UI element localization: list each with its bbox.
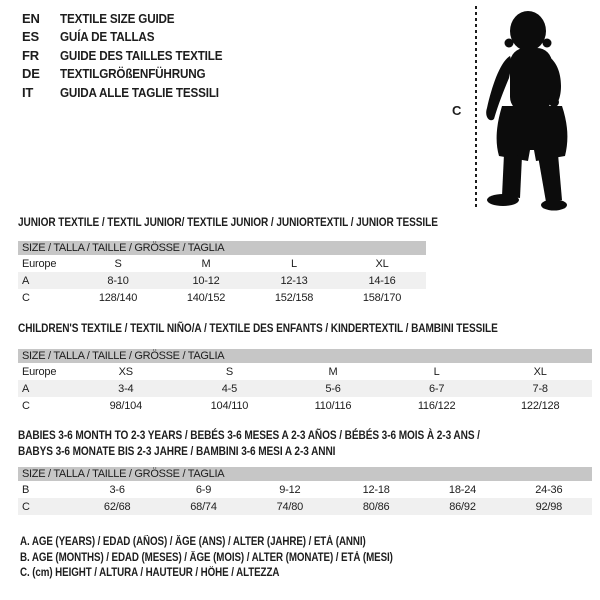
row-label: C — [22, 500, 30, 513]
language-row — [22, 47, 240, 65]
size-header-bar: SIZE / TALLA / TAILLE / GRÖSSE / TAGLIA — [18, 241, 426, 255]
cell: 24-36 — [535, 483, 563, 496]
babies-size-table — [18, 467, 592, 515]
row-label: C — [22, 291, 30, 304]
cell: 8-10 — [107, 274, 129, 287]
language-code: ES — [22, 29, 39, 45]
cell: 122/128 — [521, 399, 560, 412]
cell: 14-16 — [368, 274, 396, 287]
cell: L — [433, 365, 440, 378]
row-label: A — [22, 382, 30, 395]
cell: XL — [375, 257, 389, 270]
table-row — [18, 255, 426, 272]
cell: 18-24 — [448, 483, 477, 496]
cell: 140/152 — [186, 291, 226, 304]
language-title: GUIDE DES TAILLES TEXTILE — [60, 47, 223, 63]
babies-table-title — [18, 428, 480, 459]
row-label: B — [22, 483, 30, 496]
language-title: GUIDA ALLE TAGLIE TESSILI — [60, 84, 219, 100]
cell: 104/110 — [210, 399, 249, 412]
table-row — [18, 481, 592, 498]
cell: 12-18 — [362, 483, 390, 496]
cell: 6-9 — [195, 483, 212, 496]
children-size-table — [18, 349, 592, 414]
cell: 80/86 — [362, 500, 390, 513]
cell: 116/122 — [417, 399, 456, 412]
cell: 158/170 — [362, 291, 402, 304]
table-row — [18, 363, 592, 380]
cell: 3-6 — [109, 483, 125, 496]
table-row — [18, 272, 426, 289]
language-code: EN — [22, 11, 40, 26]
language-code: DE — [22, 66, 40, 82]
cell: 12-13 — [280, 274, 308, 287]
language-title: GUÍA DE TALLAS — [60, 29, 155, 45]
height-marker-label: C — [452, 103, 462, 118]
size-header-bar: SIZE / TALLA / TAILLE / GRÖSSE / TAGLIA — [18, 467, 592, 481]
language-title: TEXTILGRÖßENFÜHRUNG — [60, 66, 206, 82]
language-row — [22, 65, 240, 83]
language-title: TEXTILE SIZE GUIDE — [60, 11, 175, 26]
size-header-bar: SIZE / TALLA / TAILLE / GRÖSSE / TAGLIA — [18, 349, 592, 363]
legend-age-years: A. AGE (YEARS) / EDAD (AÑOS) / ÂGE (ANS) / ALTER (JAHRE) / ETÀ (ANNI) — [20, 536, 366, 548]
cell: M — [201, 257, 211, 270]
table-row — [18, 498, 592, 515]
cell: 86/92 — [449, 500, 476, 513]
language-code: IT — [22, 84, 34, 100]
baby-silhouette-shape — [486, 11, 567, 211]
babies-title-line1: BABIES 3-6 MONTH TO 2-3 YEARS / BEBÉS 3-6 MESES A 2-3 AÑOS / BÉBÉS 3-6 MOIS À 2-3 ANS / — [18, 428, 480, 442]
cell: M — [328, 365, 338, 378]
table-row — [18, 289, 426, 306]
language-title-list — [22, 10, 240, 102]
cell: 9-12 — [279, 483, 301, 496]
language-row — [22, 10, 240, 28]
cell: S — [225, 365, 233, 378]
cell: 3-4 — [118, 382, 134, 395]
cell: 5-6 — [325, 382, 341, 395]
cell: 74/80 — [276, 500, 304, 513]
cell: S — [114, 257, 122, 270]
cell: 62/68 — [103, 500, 131, 513]
legend-age-months: B. AGE (MONTHS) / EDAD (MESES) / ÂGE (MOIS) / ALTER (MONATE) / ETÀ (MESI) — [20, 551, 393, 564]
cell: 68/74 — [190, 500, 217, 513]
language-row — [22, 84, 240, 102]
row-label: Europe — [22, 365, 57, 378]
cell: XS — [118, 365, 133, 378]
junior-size-table — [18, 241, 426, 306]
baby-silhouette-icon — [484, 4, 600, 214]
language-code: FR — [22, 47, 39, 63]
legend-height: C. (cm) HEIGHT / ALTURA / HAUTEUR / HÖHE / ALTEZZA — [20, 567, 280, 580]
babies-title-line2: BABYS 3-6 MONATE BIS 2-3 JAHRE / BAMBINI 3-6 MESI A 2-3 ANNI — [18, 443, 336, 458]
junior-table-title: JUNIOR TEXTILE / TEXTIL JUNIOR/ TEXTILE JUNIOR / JUNIORTEXTIL / JUNIOR TESSILE — [18, 215, 438, 229]
row-label: C — [22, 399, 30, 412]
cell: 128/140 — [98, 291, 138, 304]
height-dashed-line — [475, 6, 477, 209]
language-row — [22, 28, 240, 46]
cell: 10-12 — [192, 274, 220, 287]
table-row — [18, 380, 592, 397]
row-label: A — [22, 274, 30, 287]
cell: 7-8 — [532, 382, 548, 395]
children-table-title: CHILDREN'S TEXTILE / TEXTIL NIÑO/A / TEXTILE DES ENFANTS / KINDERTEXTIL / BAMBINI TESSILE — [18, 321, 498, 335]
row-label: Europe — [22, 257, 57, 270]
cell: 98/104 — [109, 399, 143, 412]
cell: L — [291, 257, 297, 270]
cell: 92/98 — [535, 500, 563, 513]
cell: 152/158 — [274, 291, 314, 304]
cell: 4-5 — [221, 382, 238, 395]
cell: XL — [533, 365, 547, 378]
cell: 110/116 — [314, 399, 352, 412]
table-row — [18, 397, 592, 414]
cell: 6-7 — [428, 382, 445, 395]
measurement-legend — [20, 535, 459, 582]
